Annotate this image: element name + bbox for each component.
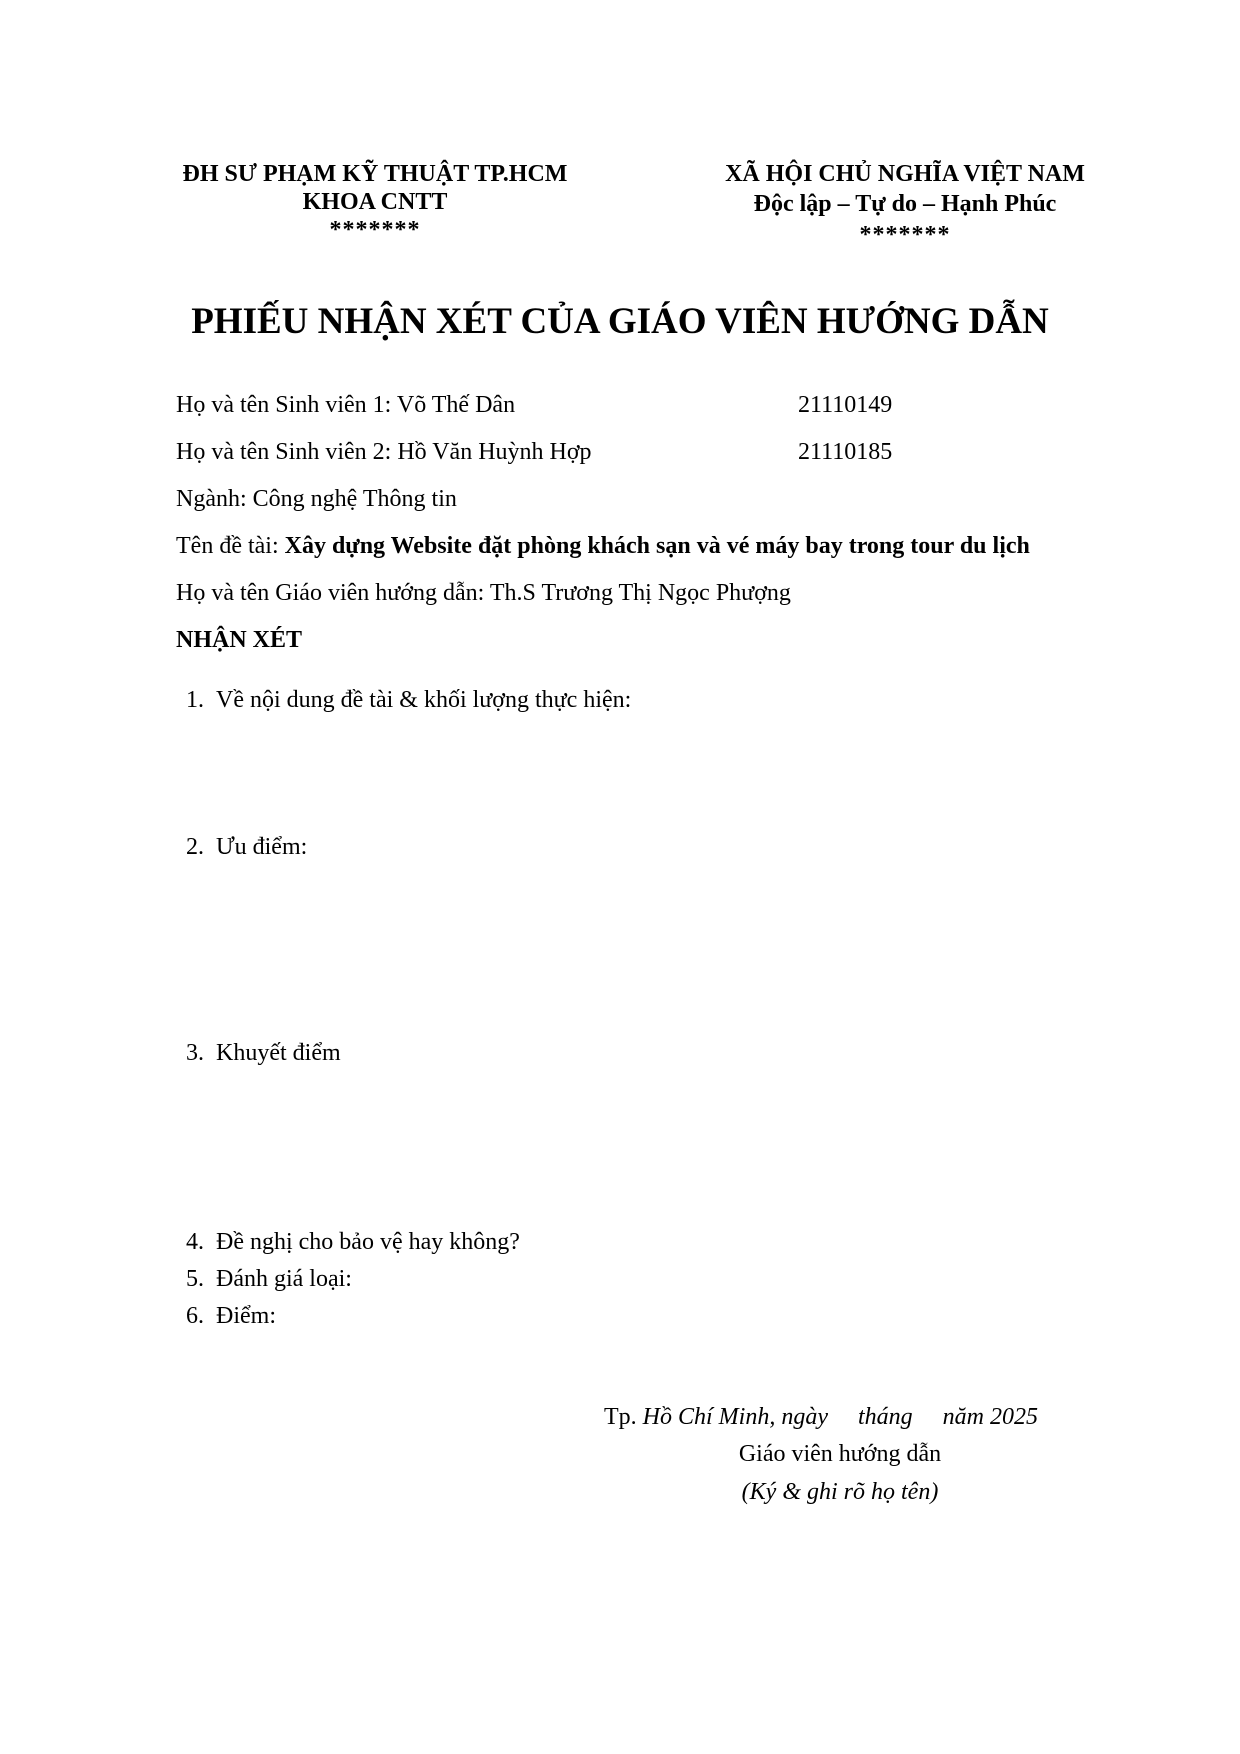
list-item-text: Ưu điểm: [216, 834, 308, 860]
major-row [176, 484, 457, 514]
list-item-text: Điểm: [216, 1303, 276, 1329]
signature-note: (Ký & ghi rõ họ tên) [741, 1479, 939, 1505]
signature-role: Giáo viên hướng dẫn [738, 1441, 942, 1467]
header-right [690, 160, 1120, 250]
topic-value: Xây dựng Website đặt phòng khách sạn và vé máy bay trong tour du lịch [284, 533, 1030, 559]
advisor-row [176, 578, 791, 608]
student2-label: Họ và tên Sinh viên 2: [176, 439, 398, 465]
signature-place-prefix: Tp. [604, 1404, 643, 1430]
list-item-number: 3. [186, 1040, 204, 1066]
list-item-number: 4. [186, 1229, 204, 1255]
faculty-name: KHOA CNTT [302, 189, 448, 215]
signature-date: Hồ Chí Minh, ngày tháng năm 2025 [642, 1404, 1038, 1430]
student2-id: 21110185 [798, 439, 893, 465]
student1-label: Họ và tên Sinh viên 1: [176, 392, 397, 418]
list-item-number: 5. [186, 1266, 204, 1292]
university-name: ĐH SƯ PHẠM KỸ THUẬT TP.HCM [182, 161, 568, 187]
list-item [176, 1264, 876, 1294]
advisor-label: Họ và tên Giáo viên hướng dẫn: [176, 580, 490, 606]
student1-row [176, 390, 515, 420]
advisor-value: Th.S Trương Thị Ngọc Phượng [489, 580, 791, 606]
page-title: PHIẾU NHẬN XÉT CỦA GIÁO VIÊN HƯỚNG DẪN [191, 301, 1049, 342]
country-name: XÃ HỘI CHỦ NGHĨA VIỆT NAM [725, 161, 1085, 187]
major-label: Ngành: [176, 486, 253, 512]
list-item-text: Đề nghị cho bảo vệ hay không? [216, 1229, 520, 1255]
header-left-stars: ******* [329, 217, 421, 243]
list-item [176, 1227, 876, 1257]
national-motto: Độc lập – Tự do – Hạnh Phúc [753, 191, 1057, 217]
topic-label: Tên đề tài: [176, 533, 285, 559]
list-item-number: 2. [186, 834, 204, 860]
header-left [160, 160, 590, 244]
header-right-stars: ******* [859, 222, 951, 248]
list-item [176, 1038, 876, 1068]
list-item [176, 832, 876, 862]
list-item-text: Khuyết điểm [216, 1040, 341, 1066]
signature-place-date [604, 1402, 1038, 1432]
student2-name: Hồ Văn Huỳnh Hợp [397, 439, 592, 465]
list-item-text: Đánh giá loại: [216, 1266, 352, 1292]
list-item-text: Về nội dung đề tài & khối lượng thực hiện: [216, 687, 632, 713]
list-item [176, 1301, 876, 1331]
list-item-number: 6. [186, 1303, 204, 1329]
topic-row [176, 531, 1030, 561]
list-item [176, 685, 876, 715]
major-value: Công nghệ Thông tin [252, 486, 457, 512]
student1-id: 21110149 [798, 392, 893, 418]
list-item-number: 1. [186, 687, 204, 713]
student2-row [176, 437, 592, 467]
review-heading: NHẬN XÉT [176, 627, 303, 653]
student1-name: Võ Thế Dân [396, 392, 516, 418]
